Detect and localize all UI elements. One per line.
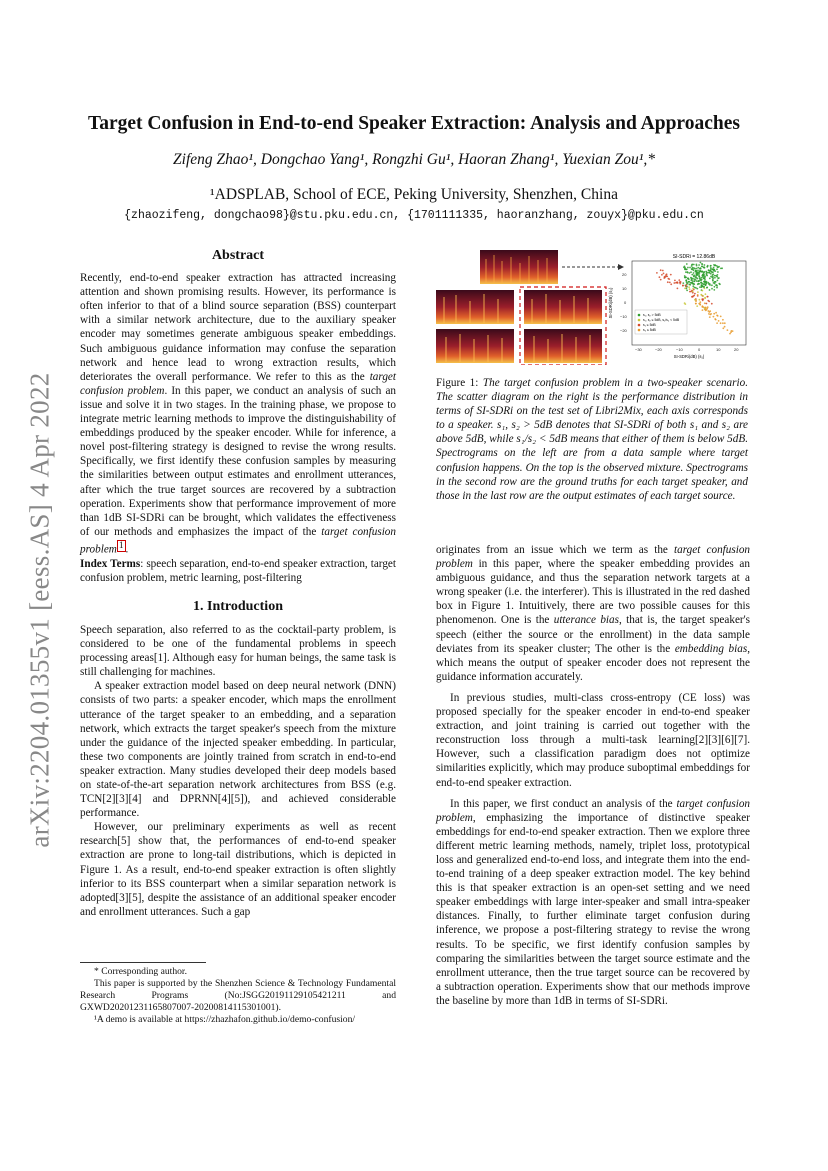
scatter-point (688, 286, 690, 288)
right-paragraph-1: originates from an issue which we term as the target confusion problem in this paper, where the speaker embedding provides an ambiguous guidance, and thus the separation network targets at a wrong speaker (i.e. the interferer). This is illustrated in the red dashed box in Figure 1. Intuitively, there are two possible causes for this phenomenon. One is the utterance bias, that is, the target speaker's speech (either the source or the enrollment) in the data sample deviates from its speaker cluster; The other is the embedding bias, which means the output of speaker encoder does not represent the guidance information accurately. (436, 544, 751, 683)
scatter-point (707, 300, 709, 302)
legend-entry: s₂ ≤ 5dB (643, 328, 656, 333)
scatter-point (704, 302, 706, 304)
scatter-point (674, 280, 676, 282)
scatter-point (717, 274, 719, 276)
scatter-point (696, 268, 698, 270)
scatter-point (686, 284, 688, 286)
ytick: −10 (620, 314, 627, 319)
scatter-point (692, 288, 694, 290)
scatter-point (716, 322, 718, 324)
scatter-point (702, 309, 704, 311)
scatter-point (704, 297, 706, 299)
scatter-point (716, 276, 718, 278)
scatter-point (727, 329, 729, 331)
scatter-point (719, 283, 721, 285)
xtick: −20 (655, 347, 662, 352)
scatter-point (699, 270, 701, 272)
scatter-title: SI-SDRi = 12.86dB (672, 254, 716, 260)
scatter-point (702, 295, 704, 297)
scatter-point (693, 269, 695, 271)
scatter-point (692, 267, 694, 269)
scatter-point (691, 277, 693, 279)
scatter-point (664, 276, 666, 278)
scatter-point (696, 305, 698, 307)
scatter-point (692, 290, 694, 292)
xtick: −30 (635, 347, 642, 352)
scatter-point (707, 266, 709, 268)
legend-entry: s₁ ≤ 5dB (643, 323, 656, 328)
scatter-point (684, 277, 686, 279)
scatter-point (703, 272, 705, 274)
scatter-point (684, 269, 686, 271)
scatter-point (696, 264, 698, 266)
scatter-point (687, 271, 689, 273)
intro-heading: 1. Introduction (193, 598, 283, 614)
scatter-point (699, 301, 701, 303)
ytick: 20 (622, 272, 627, 277)
scatter-point (713, 316, 715, 318)
scatter-point (713, 270, 715, 272)
scatter-point (688, 281, 690, 283)
scatter-point (702, 271, 704, 273)
scatter-point (656, 272, 658, 274)
scatter-point (682, 285, 684, 287)
scatter-point (670, 274, 672, 276)
scatter-point (715, 284, 717, 286)
arxiv-id: arXiv:2204.01355v1 [eess.AS] 4 Apr 2022 (24, 372, 55, 848)
scatter-point (699, 268, 701, 270)
scatter-point (689, 288, 691, 290)
scatter-point (706, 287, 708, 289)
scatter-point (689, 291, 691, 293)
scatter-point (704, 307, 706, 309)
scatter-point (714, 318, 716, 320)
ground-truth-spectrograms (436, 290, 602, 324)
scatter-point (693, 264, 695, 266)
scatter-point (676, 282, 678, 284)
scatter-point (699, 286, 701, 288)
scatter-point (712, 274, 714, 276)
scatter-point (686, 269, 688, 271)
estimate-spectrograms (436, 329, 602, 363)
scatter-point (714, 281, 716, 283)
scatter-point (701, 294, 703, 296)
scatter-point (713, 267, 715, 269)
scatter-point (698, 303, 700, 305)
scatter-point (717, 280, 719, 282)
scatter-point (696, 274, 698, 276)
scatter-point (724, 326, 726, 328)
scatter-point (691, 282, 693, 284)
scatter-point (668, 278, 670, 280)
scatter-point (714, 277, 716, 279)
scatter-point (702, 305, 704, 307)
intro-paragraph-1: Speech separation, also referred to as the cocktail-party problem, is considered to be one of the fundamental problems in speech processing areas[1]. Although easy for human beings, the same task is still challenging for machines. (80, 623, 396, 679)
scatter-point (660, 269, 662, 271)
scatter-point (716, 268, 718, 270)
scatter-point (673, 282, 675, 284)
scatter-point (714, 283, 716, 285)
scatter-point (659, 276, 661, 278)
figure-1-graphic (432, 247, 750, 365)
scatter-point (704, 276, 706, 278)
scatter-point (704, 264, 706, 266)
author-emails: {zhaozifeng, dongchao98}@stu.pku.edu.cn, {1701111335, haoranzhang, zouyx}@pku.edu.cn (124, 209, 704, 222)
scatter-point (711, 271, 713, 273)
scatter-point (697, 294, 699, 296)
scatter-point (706, 303, 708, 305)
xtick: 10 (716, 347, 721, 352)
intro-paragraph-2: A speaker extraction model based on deep neural network (DNN) consists of two parts: a speaker encoder, which maps the enrollment utterance of the target speaker to an embedding, and a separation network, which extracts the target speaker's speech from the mixture under the guidance of the injected speaker embedding. In particular, these two components are jointly trained from scratch in end-to-end speaker extraction. Many studies developed their deep models based on state-of-the-art separation network architectures from BSS (e.g. TCN[2][3][4] and DPRNN[4][5]), and achieved considerable performance. (80, 680, 396, 820)
scatter-point (714, 286, 716, 288)
scatter-point (716, 287, 718, 289)
legend-entry: s₁, s₂ > 5dB (643, 313, 661, 318)
scatter-point (702, 300, 704, 302)
scatter-plot (608, 254, 746, 359)
scatter-point (698, 276, 700, 278)
scatter-point (709, 314, 711, 316)
scatter-point (710, 265, 712, 267)
scatter-point (685, 280, 687, 282)
scatter-point (687, 267, 689, 269)
scatter-point (704, 288, 706, 290)
scatter-point (679, 283, 681, 285)
arxiv-sidebar (10, 360, 70, 860)
legend-swatch (638, 329, 641, 332)
scatter-point (693, 272, 695, 274)
scatter-point (704, 281, 706, 283)
scatter-point (691, 264, 693, 266)
scatter-point (706, 275, 708, 277)
scatter-xlabel: SI-SDRi(dB) (s₁) (673, 354, 705, 359)
scatter-point (692, 285, 694, 287)
scatter-point (689, 284, 691, 286)
figure-1-caption (436, 376, 748, 503)
scatter-point (693, 283, 695, 285)
scatter-point (691, 274, 693, 276)
scatter-point (663, 273, 665, 275)
legend-swatch (638, 319, 641, 322)
xtick: 0 (698, 347, 701, 352)
right-column (436, 543, 750, 1008)
scatter-point (718, 320, 720, 322)
scatter-point (706, 271, 708, 273)
scatter-point (701, 290, 703, 292)
scatter-point (722, 319, 724, 321)
mixture-spectrogram (480, 250, 558, 284)
legend-swatch (638, 314, 641, 317)
abstract-text: Recently, end-to-end speaker extraction has attracted increasing attention and shown promising results. However, its performance is often inferior to that of a blind source separation (BSS) counterpart with a similar network architecture, due to the auxiliary speaker encoder may sometimes generate ambiguous speaker embeddings. Such ambiguous guidance information may confuse the separation network and hence lead to wrong extraction results, which deteriorates the overall performance. We refer to this as the target confusion problem. In this paper, we conduct an analysis of such an issue and solve it in two stages. In the training phase, we propose to integrate metric learning methods to improve the distinguishability of embeddings produced by the speaker encoder. While for inference, a novel post-filtering strategy is designed to revise the wrong results. Specifically, we first identify these confusion samples by measuring the similarities between output estimates and enrollment utterances, after which the true target sources are recovered by a subtraction operation. Experiments show that performance improvement of more than 1dB SI-SDRi can be brought, which validates the effectiveness of our methods and emphasizes the impact of the target confusion problem $^1$ . (80, 272, 396, 556)
scatter-point (717, 266, 719, 268)
scatter-point (684, 266, 686, 268)
scatter-point (662, 270, 664, 272)
scatter-point (700, 280, 702, 282)
scatter-point (697, 267, 699, 269)
footnote-corresponding: * Corresponding author. (94, 966, 187, 977)
footnote-marker[interactable]: 1 (118, 540, 124, 551)
scatter-point (708, 269, 710, 271)
scatter-point (720, 322, 722, 324)
scatter-point (703, 283, 705, 285)
scatter-point (697, 291, 699, 293)
scatter-point (699, 299, 701, 301)
xtick: 20 (734, 347, 739, 352)
intro-paragraph-3: However, our preliminary experiments as well as recent research[5] show that, the performances of end-to-end speaker extraction are prone to long-tail distributions, which is depicted in Figure 1. As a result, end-to-end speaker extraction is often slightly inferior to its BSS counterpart when a similar separation network is adopted[3][5], despite the assistance of an additional speaker encoder and enrollment utterances. Such a gap (80, 821, 396, 918)
scatter-point (686, 290, 688, 292)
scatter-point (678, 279, 680, 281)
scatter-point (704, 278, 706, 280)
scatter-point (700, 282, 702, 284)
footnote-funding: This paper is supported by the Shenzhen Science & Technology Fundamental Research Programs (No:JSGG20191129105421211 and GXWD20201231165807007-20200814115301001). (80, 978, 396, 1013)
scatter-point (711, 288, 713, 290)
scatter-point (732, 330, 734, 332)
scatter-point (695, 277, 697, 279)
scatter-ylabel: SI-SDRi(dB) (s₂) (608, 287, 613, 319)
scatter-point (684, 288, 686, 290)
scatter-point (660, 279, 662, 281)
scatter-point (692, 296, 694, 298)
footnotes (80, 966, 396, 1026)
scatter-point (715, 312, 717, 314)
figure-1 (432, 247, 750, 365)
scatter-point (682, 282, 684, 284)
scatter-point (677, 288, 679, 290)
scatter-point (694, 280, 696, 282)
scatter-point (711, 284, 713, 286)
scatter-point (693, 276, 695, 278)
scatter-point (720, 316, 722, 318)
scatter-point (701, 263, 703, 265)
caption-label: Figure 1: (436, 377, 483, 389)
scatter-point (714, 265, 716, 267)
scatter-point (698, 283, 700, 285)
scatter-point (696, 280, 698, 282)
legend-entry: s₁, s₂ ≤ 5dB, s₁/s₂ < 5dB (643, 318, 680, 323)
scatter-point (690, 279, 692, 281)
index-terms: Index Terms: speech separation, end-to-end speaker extraction, target confusion problem, metric learning, post-filtering (80, 557, 396, 584)
scatter-point (695, 300, 697, 302)
scatter-point (711, 303, 713, 305)
scatter-point (697, 278, 699, 280)
scatter-point (694, 293, 696, 295)
scatter-point (690, 271, 692, 273)
scatter-point (717, 271, 719, 273)
scatter-point (694, 299, 696, 301)
scatter-point (717, 315, 719, 317)
ytick: 0 (624, 300, 627, 305)
scatter-point (724, 322, 726, 324)
scatter-point (722, 322, 724, 324)
scatter-point (701, 266, 703, 268)
scatter-point (661, 274, 663, 276)
scatter-point (709, 289, 711, 291)
caption-text: The target confusion problem in a two-speaker scenario. The scatter diagram on the right is the performance distribution in terms of SI-SDRi on the test set of Libri2Mix, each axis corresponds to a speaker. s₁, s₂ > 5dB denotes that SI-SDRi of both s₁ and s₂ are above 5dB, while s₁/s₂ < 5dB means that either of them is below 5dB. Spectrograms on the left are from a data sample where target confusion happens. On the top is the observed mixture. Spectrograms in the second row are the ground truths for each target speaker, and those in the last row are the output estimates of each target source. (436, 377, 748, 502)
legend-swatch (638, 324, 641, 327)
scatter-point (706, 282, 708, 284)
author-list: Zifeng Zhao¹, Dongchao Yang¹, Rongzhi Gu¹, Haoran Zhang¹, Yuexian Zou¹,* (173, 151, 655, 168)
scatter-point (705, 293, 707, 295)
scatter-point (667, 281, 669, 283)
abstract-heading: Abstract (211, 248, 265, 263)
scatter-point (709, 278, 711, 280)
scatter-point (703, 266, 705, 268)
scatter-point (701, 277, 703, 279)
ytick: −20 (620, 328, 627, 333)
scatter-point (713, 289, 715, 291)
scatter-point (705, 284, 707, 286)
scatter-point (698, 272, 700, 274)
scatter-point (669, 282, 671, 284)
scatter-point (710, 268, 712, 270)
scatter-point (730, 331, 732, 333)
scatter-point (707, 310, 709, 312)
scatter-point (694, 268, 696, 270)
scatter-point (695, 303, 697, 305)
scatter-point (670, 283, 672, 285)
xtick: −10 (676, 347, 683, 352)
scatter-point (679, 281, 681, 283)
scatter-point (700, 262, 702, 264)
left-column (80, 249, 396, 919)
scatter-point (717, 277, 719, 279)
scatter-point (712, 279, 714, 281)
scatter-point (713, 313, 715, 315)
scatter-point (686, 263, 688, 265)
paper-title: Target Confusion in End-to-end Speaker Extraction: Analysis and Approaches (88, 113, 740, 134)
scatter-point (706, 296, 708, 298)
scatter-point (701, 284, 703, 286)
scatter-legend (635, 310, 687, 334)
footnote-rule (80, 962, 206, 963)
scatter-point (687, 277, 689, 279)
scatter-point (689, 272, 691, 274)
scatter-point (706, 308, 708, 310)
scatter-point (709, 316, 711, 318)
scatter-point (684, 303, 686, 305)
arrow-head-icon (618, 264, 624, 270)
footnote-demo-link[interactable]: ¹A demo is available at https://zhazhafon.github.io/demo-confusion/ (94, 1014, 356, 1025)
scatter-point (698, 280, 700, 282)
scatter-point (696, 271, 698, 273)
scatter-point (709, 283, 711, 285)
ytick: 10 (622, 286, 627, 291)
right-paragraph-2: In previous studies, multi-class cross-entropy (CE loss) was proposed specially for the speaker encoder in end-to-end speaker extraction, and joint training is carried out together with the reconstruction loss through a multi-task learning[2][3][6][7]. However, such a classification paradigm does not optimize similarities explicitly, which may produce suboptimal embeddings for end-to-end speaker extraction. (436, 691, 750, 789)
scatter-point (698, 264, 700, 266)
scatter-point (689, 267, 691, 269)
right-paragraph-3: In this paper, we first conduct an analysis of the target confusion problem, emphasizing the importance of distinctive speaker embeddings for end-to-end speaker extraction. Then we explore three different metric learning methods, namely, triplet loss, prototypical loss and generalized end-to-end loss, and integrate them into the end-to-end training of a deep speaker extraction model. The key behind this is that speaker extraction is an open-set setting and we need speaker embeddings with large inter-speaker and small intra-speaker distances. Finally, to further eliminate target confusion during inference, we propose a post-filtering strategy to revise the wrong results. To be specific, we first identify confusion samples by comparing the similarities between the target source estimate and the enrollment utterance, then the true target source can be recovered by a subtraction operation. Experiments show that our methods improve the baseline by more than 1dB in terms of SI-SDRi. (436, 797, 751, 1007)
scatter-point (721, 267, 723, 269)
scatter-point (711, 276, 713, 278)
scatter-point (697, 270, 699, 272)
scatter-point (722, 327, 724, 329)
scatter-point (701, 275, 703, 277)
affiliation: ¹ADSPLAB, School of ECE, Peking University, Shenzhen, China (210, 186, 618, 203)
